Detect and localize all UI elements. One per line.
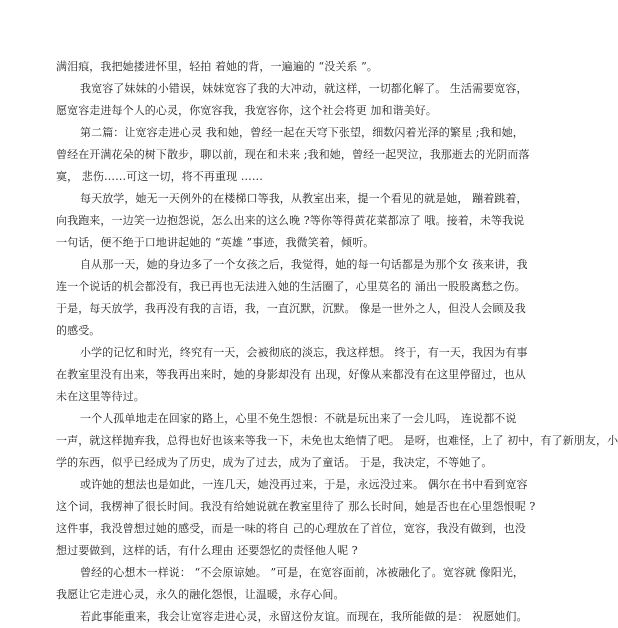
- text-line: 这件事，我没曾想过她的感受，而是一味的将自 己的心理放在了首位，宽容，我没有做到，也没: [56, 522, 526, 535]
- text-line: 一声，就这样抛弃我，总得也好也该来等我一下，未免也太绝情了吧。 是呀，也难怪，上了 初中，有了新朋友，小: [56, 434, 618, 447]
- text-line: 向我跑来，一边笑一边抱怨说，怎么出来的这么晚 ?等你等得黄花菜都凉了 哦。接着，未等我说: [56, 214, 525, 227]
- text-line: 若此事能重来，我会让宽容走进心灵，永留这份友谊。而现在，我所能做的是： 祝愿她们。: [80, 610, 528, 623]
- text-line: 一句话，便不绝于口地讲起她的 “英雄 ”事迹，我微笑着，倾听。: [56, 236, 375, 249]
- text-line: 小学的记忆和时光，终究有一天，会被彻底的淡忘，我这样想。 终于，有一天，我因为有事: [80, 346, 528, 359]
- text-line: 或许她的想法也是如此，一连几天，她没再过来，于是，永远没过来。 偶尔在书中看到宽容: [80, 478, 528, 491]
- text-line: 学的东西，似乎已经成为了历史，成为了过去，成为了童话。 于是，我决定，不等她了。: [56, 456, 493, 469]
- text-line: 在教室里没有出来，等我再出来时，她的身影却没有 出现，好像从来都没有在这里停留过，也从: [56, 368, 526, 381]
- text-line: 寞， 悲伤……可这一切，将不再重现 ……: [56, 170, 263, 183]
- text-line: 连一个说话的机会都没有，我已再也无法进入她的生活圈了，心里莫名的 涌出一股股离愁之伤。: [56, 280, 526, 293]
- text-line: 第二篇：让宽容走进心灵 我和她，曾经一起在天穹下张望，细数闪着光泽的繁星 ;我和她，: [80, 126, 524, 139]
- text-line: 这个词，我楞神了很长时间。我没有给她说就在教室里待了 那么长时间，她是否也在心里怨恨呢 ?: [56, 500, 536, 513]
- text-line: 满泪痕，我把她搂进怀里，轻拍 着她的背，一遍遍的 “没关系 ”。: [56, 60, 378, 73]
- text-line: 愿宽容走进每个人的心灵，你宽容我，我宽容你，这个社会将更 加和谐美好。: [56, 104, 437, 117]
- text-line: 我宽容了妹妹的小错误，妹妹宽容了我的大冲动，就这样，一切都化解了。 生活需要宽容，: [80, 82, 528, 95]
- text-line: 于是，每天放学，我再没有我的言语，我，一直沉默，沉默。 像是一世外之人，但没人会顾及我: [56, 302, 526, 315]
- text-line: 一个人孤单地走在回家的路上，心里不免生怨恨：不就是玩出来了一会儿吗， 连说都不说: [80, 412, 517, 425]
- text-line: 每天放学，她无一天例外的在楼梯口等我，从教室出来，提一个看见的就是她， 蹦着跳着，: [80, 192, 528, 205]
- document-body: [56, 56, 618, 628]
- text-line: 自从那一天，她的身边多了一个女孩之后，我觉得，她的每一句话都是为那个女 孩来讲，我: [80, 258, 528, 271]
- text-line: 曾经的心想木一样说： “不会原谅她。 ”可是，在宽容面前，冰被融化了。宽容就 像阳光，: [80, 566, 525, 579]
- text-line: 未在这里等待过。: [56, 390, 145, 403]
- text-line: 我愿让它走进心灵，永久的融化怨恨，让温暖，永存心间。: [56, 588, 345, 601]
- text-line: 想过要做到，这样的话，有什么理由 还要怨忆的责怪他人呢 ?: [56, 544, 358, 557]
- text-line: 的感受。: [56, 324, 101, 337]
- text-line: 曾经在开满花朵的树下散步，聊以前，现在和未来 ;我和她，曾经一起哭泣，我那逝去的光阴而落: [56, 148, 530, 161]
